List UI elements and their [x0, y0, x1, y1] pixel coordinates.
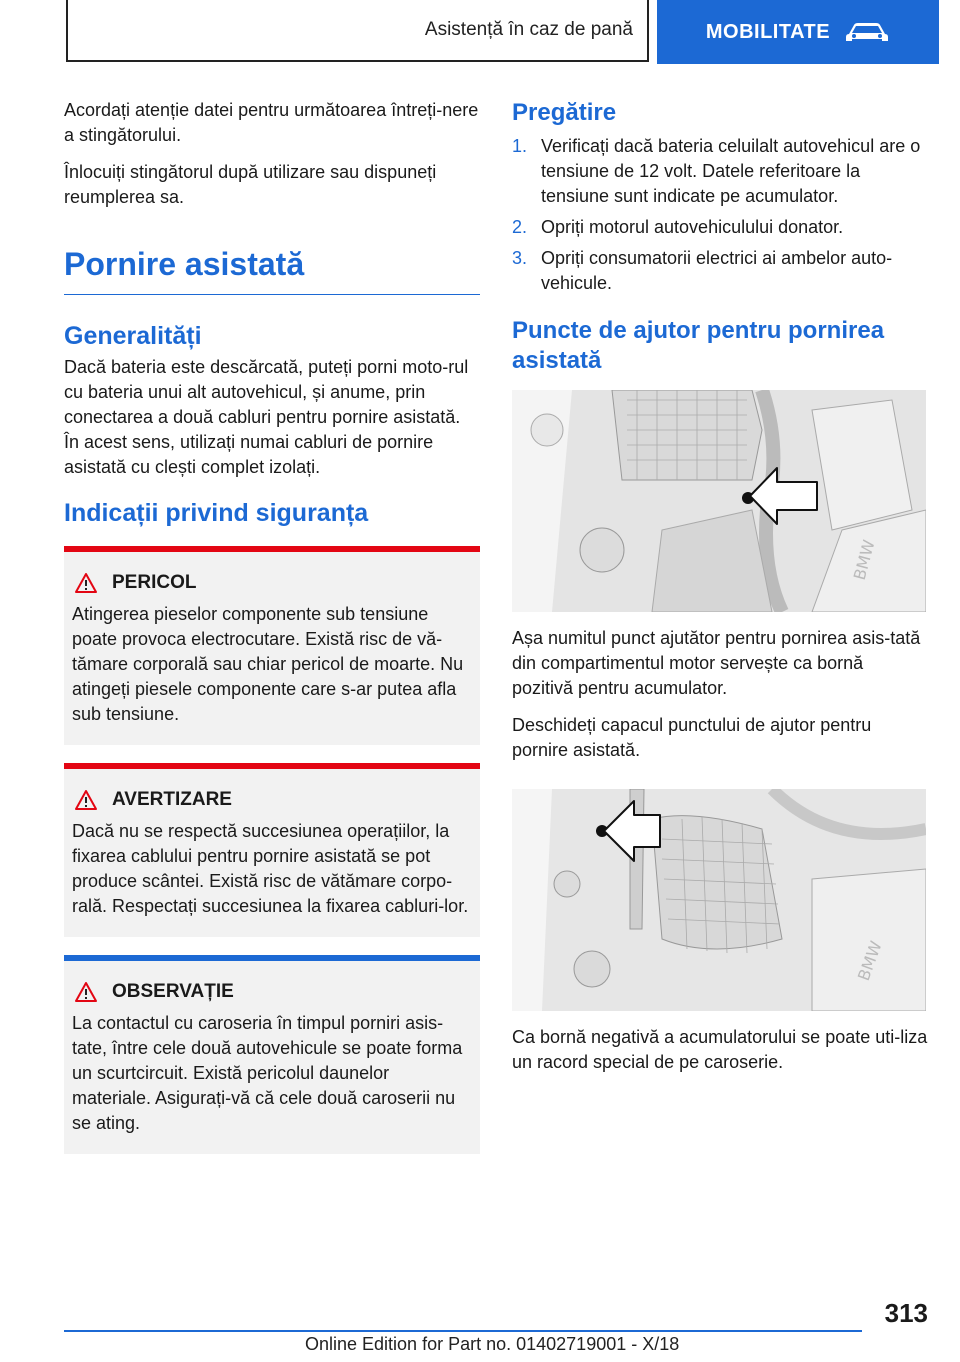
footer-edition: Online Edition for Part no. 01402719001 - X/18 [305, 1334, 680, 1354]
left-column [64, 98, 480, 1172]
right-column [512, 98, 928, 1087]
figure-2-caption: Ca bornă negativă a acumulatorului se poate uti-liza un racord special de pe caroserie. [512, 1027, 928, 1072]
engine-bay-figure-negative [512, 789, 926, 1011]
warning-note [64, 763, 480, 937]
heading-general: Generalități [64, 322, 202, 350]
chapter-title: MOBILITATE [705, 20, 831, 43]
car-icon [844, 20, 890, 44]
danger-label: PERICOL [112, 572, 197, 593]
step-text: Verificați dacă bateria celuilalt autovehicul are o tensiune de 12 volt. Datele referitoare la tensiune sunt indicate pe acumulator. [541, 136, 921, 206]
step-number: 1. [512, 136, 528, 156]
danger-note [64, 546, 480, 745]
warning-triangle-icon [74, 981, 98, 1003]
header-section-title [66, 0, 649, 62]
observation-label: OBSERVAȚIE [112, 981, 234, 1002]
section-heading-jump-start: Pornire asistată [64, 244, 480, 295]
footer-rule [64, 1330, 862, 1332]
heading-preparation: Pregătire [512, 99, 617, 126]
chapter-tab[interactable] [657, 0, 939, 64]
observation-note [64, 955, 480, 1154]
preparation-steps [512, 134, 928, 296]
warning-triangle-icon [74, 572, 98, 594]
warning-triangle-icon [74, 789, 98, 811]
figure-1-caption: Așa numitul punct ajutător pentru pornirea asis-tată din compartimentul motor servește ca bornă pozitivă pentru acumulator. [512, 628, 921, 698]
general-text: Dacă bateria este descărcată, puteți porni moto-rul cu bateria unui alt autovehicul, și anume, prin conectarea a două cabluri pentru pornire asistată. În acest sens, utilizați numai cabluri de pornire asistată cu clești complet izolați. [64, 357, 469, 477]
section-title: Asistență în caz de pană [424, 19, 633, 40]
page-number: 313 [884, 1298, 928, 1328]
intro-paragraph-2: Înlocuiți stingătorul după utilizare sau dispuneți reumplerea sa. [64, 162, 437, 207]
heading-jump-points: Puncte de ajutor pentru pornirea asistată [512, 317, 885, 374]
step-text: Opriți motorul autovehiculului donator. [541, 217, 844, 237]
warning-label: AVERTIZARE [112, 789, 232, 810]
heading-safety: Indicații privind siguranța [64, 499, 369, 527]
list-item [512, 134, 928, 209]
figure-1-instruction: Deschideți capacul punctului de ajutor pentru pornire asistată. [512, 715, 872, 760]
step-text: Opriți consumatorii electrici ai ambelor auto-vehicule. [541, 248, 893, 293]
step-number: 3. [512, 248, 528, 268]
engine-bay-figure-positive [512, 390, 926, 612]
step-number: 2. [512, 217, 528, 237]
observation-text: La contactul cu caroseria în timpul porniri asis-tate, între cele două autovehicule se poate forma un scurtcircuit. Există pericolul daunelor materiale. Asigurați-vă că cele două caroserii nu se ating. [72, 1013, 463, 1133]
list-item [512, 215, 928, 240]
danger-text: Atingerea pieselor componente sub tensiune poate provoca electrocutare. Există risc de vă-tămare corporală sau chiar pericol de moarte. Nu atingeți piesele componente care s-ar putea afla sub tensiune. [72, 604, 464, 724]
warning-text: Dacă nu se respectă succesiunea operațiilor, la fixarea cablului pentru pornire asistată se pot produce scântei. Există risc de vătămare corpo-rală. Respectați succesiunea la fixarea cabluri-lor. [72, 821, 469, 916]
list-item [512, 246, 928, 296]
svg-text:BMW: BMW [853, 938, 886, 984]
intro-paragraph-1: Acordați atenție datei pentru următoarea întreți-nere a stingătorului. [64, 100, 479, 145]
svg-text:BMW: BMW [849, 537, 879, 582]
